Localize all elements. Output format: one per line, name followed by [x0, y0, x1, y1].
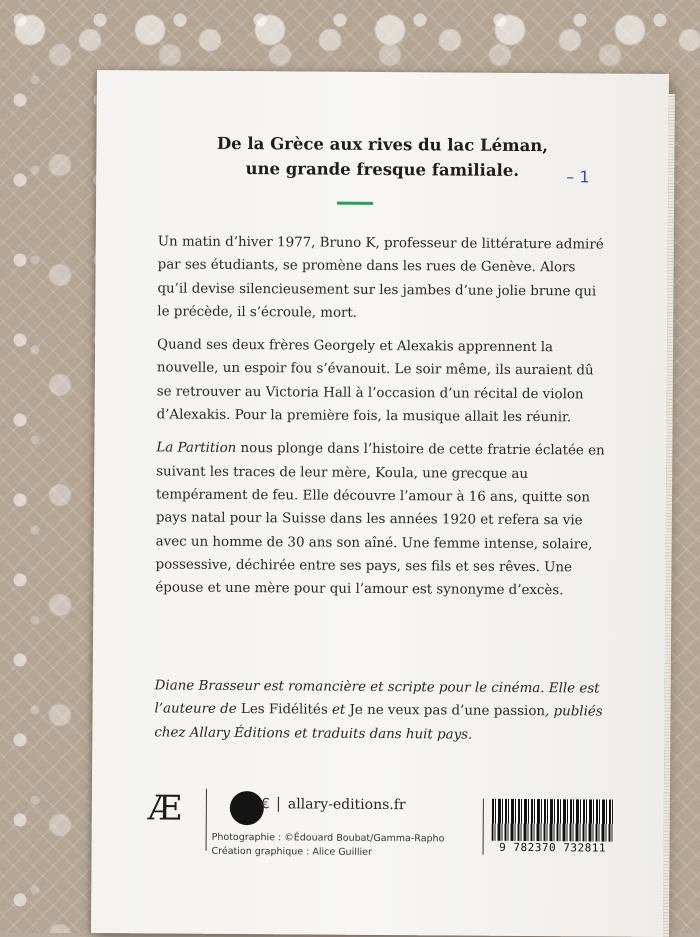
bio-text-1: est romancière et scripte pour le cinéma. Elle est l’auteure de: [154, 679, 600, 718]
cover-headline: [96, 130, 668, 187]
headline-line-1: De la Grèce aux rives du lac Léman,: [216, 133, 549, 156]
footer-separator: |: [275, 794, 282, 813]
isbn-number: 9 782370 732811: [499, 840, 607, 855]
price-sticker: [230, 791, 264, 825]
lace-border: [0, 0, 700, 70]
price-currency: €: [260, 796, 270, 813]
book-back-cover: [91, 70, 669, 937]
barcode-bars: [492, 799, 614, 842]
publisher-logo: Æ: [147, 788, 183, 829]
blurb-paragraph-1: Un matin d’hiver 1977, Bruno K, professeur de littérature admiré par ses étudiants, se promène dans les rues de Genève. Alors qu’il devise silencieusement sur les jambes d’une jolie brune qui le précède, il s’écroule, mort.: [157, 234, 604, 321]
photo-credit: Photographie : ©Édouard Boubat/Gamma-Rapho: [211, 831, 445, 845]
blurb-paragraph-2: Quand ses deux frères Georgely et Alexakis apprennent la nouvelle, un espoir fou s’évanouit. Le soir même, ils auraient dû se retrouver au Victoria Hall à l’occasion d’un récital de violon d’Alexakis. Pour la première fois, la musique allait les réunir.: [156, 337, 594, 426]
bio-text-3: , publiés chez Allary Éditions et traduits dans huit pays.: [154, 704, 603, 743]
barcode-divider: [483, 799, 484, 855]
isbn-barcode: [488, 799, 618, 858]
book-title-fidelites: Les Fidélités: [240, 702, 328, 718]
author-bio: [154, 674, 614, 747]
blurb: [155, 230, 610, 613]
blurb-paragraph-3: [155, 437, 608, 603]
book-title-passion: Je ne veux pas d’une passion: [349, 703, 546, 720]
cover-footer: [147, 788, 618, 881]
green-divider: [337, 202, 373, 205]
author-name: Diane Brasseur: [154, 678, 260, 695]
design-credit: Création graphique : Alice Guillier: [211, 845, 372, 858]
publisher-website: allary-editions.fr: [287, 796, 406, 814]
headline-line-2: une grande fresque familiale.: [245, 159, 520, 180]
divider-line: [206, 789, 207, 851]
bio-text-2: et: [327, 702, 350, 719]
blurb-paragraph-3-text: nous plonge dans l’histoire de cette fratrie éclatée en suivant les traces de leur mère, Koula, une grecque au tempérament de feu. Elle découvre l’amour à 16 ans, quitte son pays natal pour la Suisse dans les années 1920 et refera sa vie avec un homme de 30 ans son aîné. Une femme intense, solaire, possessive, déchirée entre ses pays, ses fils et ses rêves. Une épouse et une mère pour qui l’amour est synonyme d’excès.: [155, 441, 605, 599]
credits: [211, 831, 444, 861]
pen-mark: – 1: [566, 167, 590, 187]
book-title: La Partition: [156, 440, 237, 457]
